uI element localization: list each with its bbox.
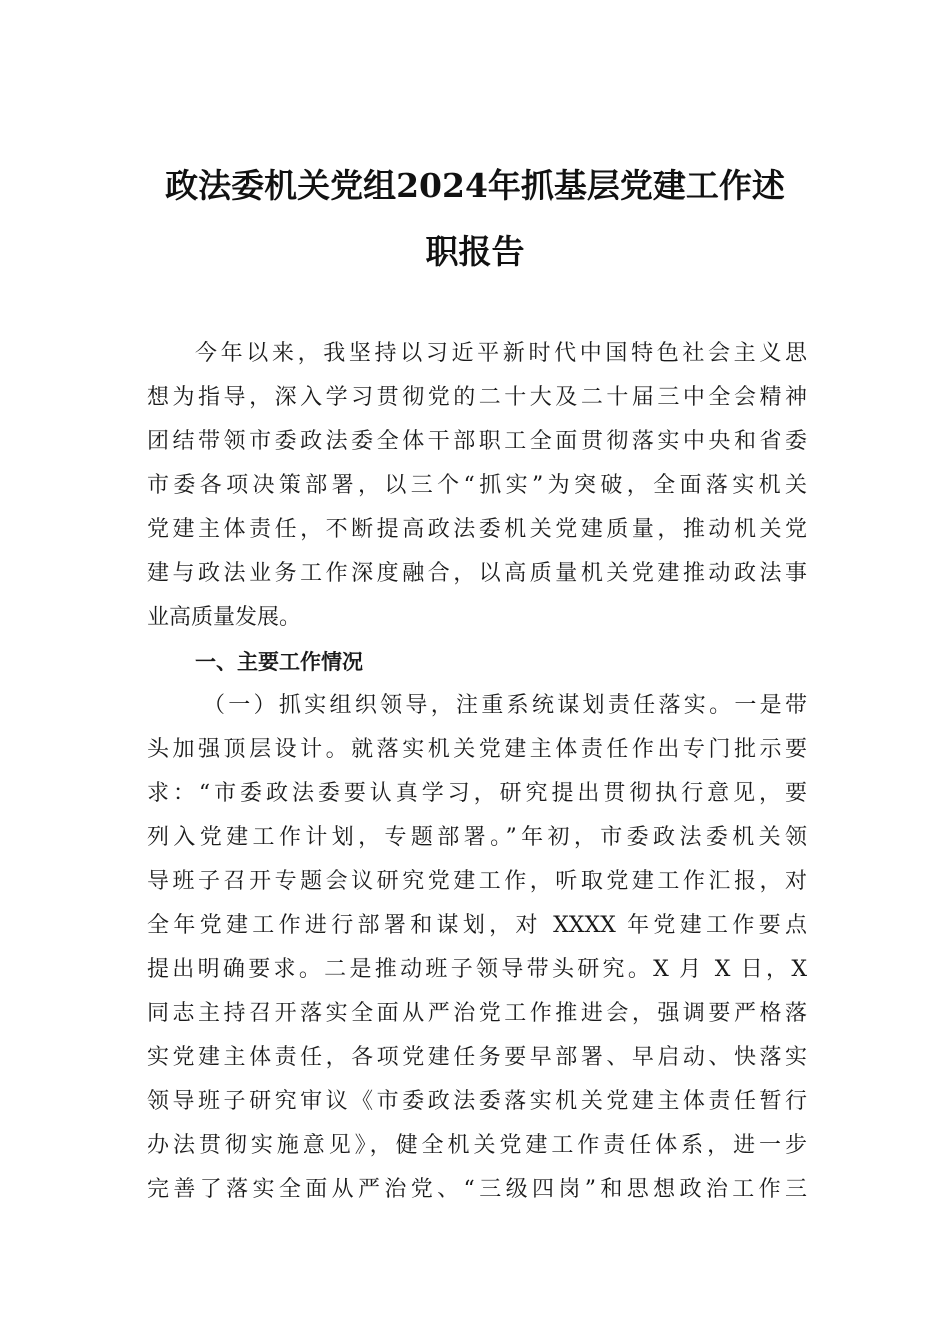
document-title-line-2: 职报告 [425, 232, 525, 271]
paragraph-line: 想为指导，深入学习贯彻党的二十大及二十届三中全会精神 [147, 385, 807, 410]
paragraph-line: 领导班子研究审议《市委政法委落实机关党建主体责任暂行 [147, 1089, 807, 1114]
paragraph-line: 党建主体责任，不断提高政法委机关党建质量，推动机关党 [147, 517, 807, 542]
paragraph-line: 今年以来，我坚持以习近平新时代中国特色社会主义思 [195, 341, 807, 366]
paragraph-line: 建与政法业务工作深度融合，以高质量机关党建推动政法事 [147, 561, 807, 586]
paragraph-line: 导班子召开专题会议研究党建工作，听取党建工作汇报，对 [147, 869, 807, 894]
paragraph-line: 列入党建工作计划，专题部署。”年初，市委政法委机关领 [147, 825, 807, 850]
paragraph-line: 市委各项决策部署，以三个“抓实”为突破，全面落实机关 [147, 473, 807, 498]
paragraph-line: 头加强顶层设计。就落实机关党建主体责任作出专门批示要 [147, 737, 807, 762]
paragraph-line: 实党建主体责任，各项党建任务要早部署、早启动、快落实 [147, 1045, 807, 1070]
paragraph-line: 全年党建工作进行部署和谋划，对 XXXX 年党建工作要点 [147, 913, 807, 938]
document-title-line-1: 政法委机关党组2024年抓基层党建工作述 [165, 166, 785, 205]
paragraph-line: 业高质量发展。 [147, 605, 302, 630]
paragraph-line: 团结带领市委政法委全体干部职工全面贯彻落实中央和省委 [147, 429, 807, 454]
paragraph-line: 求：“市委政法委要认真学习，研究提出贯彻执行意见，要 [147, 781, 807, 806]
paragraph-line: 办法贯彻实施意见》，健全机关党建工作责任体系，进一步 [147, 1133, 807, 1158]
paragraph-line: 提出明确要求。二是推动班子领导带头研究。X 月 X 日，X [147, 957, 807, 982]
paragraph-line: 完善了落实全面从严治党、“三级四岗”和思想政治工作三 [147, 1177, 807, 1202]
paragraph-line: （一）抓实组织领导，注重系统谋划责任落实。一是带 [203, 693, 807, 718]
document-body [147, 332, 807, 1212]
paragraph-line: 同志主持召开落实全面从严治党工作推进会，强调要严格落 [147, 1001, 807, 1026]
section-heading: 一、主要工作情况 [195, 650, 363, 674]
